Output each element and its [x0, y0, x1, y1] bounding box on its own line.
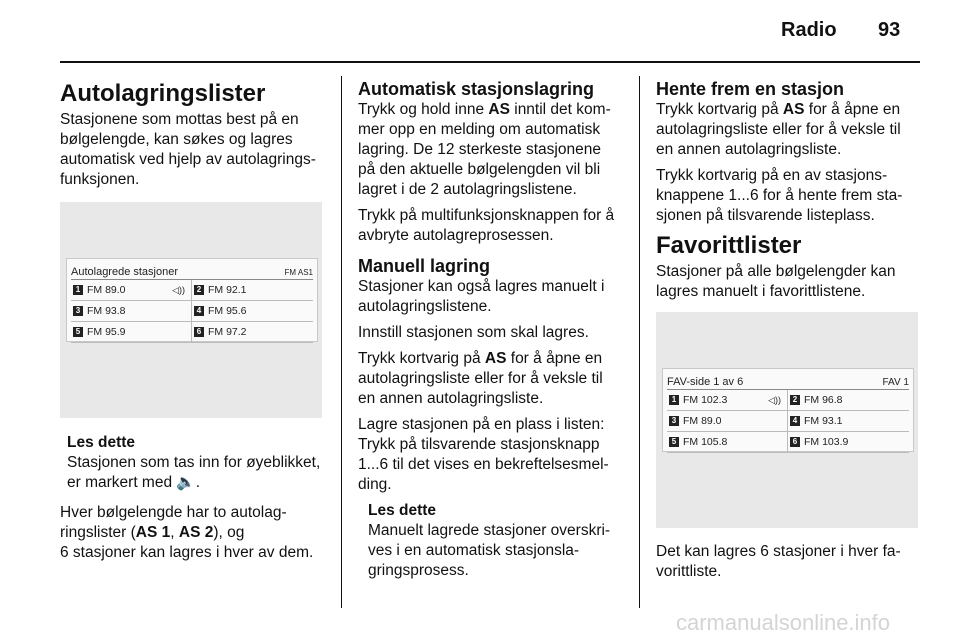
- paragraph: Trykk kortvarig på en av stasjons- knappene 1...6 for å hente frem sta- sjonen på tilsvarende listeplass.: [656, 167, 903, 224]
- column-3: [656, 79, 922, 588]
- station-grid: [667, 389, 909, 447]
- text-line: funksjonen.: [60, 171, 140, 188]
- footer-watermark: carmanualsonline.info: [676, 610, 891, 635]
- text-line: 6 stasjoner kan lagres i hver av dem.: [60, 544, 314, 561]
- station-slot-2: 2 FM 92.1: [192, 280, 313, 301]
- note-box: [60, 433, 332, 493]
- paragraph: Innstill stasjonen som skal lagres.: [358, 324, 589, 341]
- autostore-screen: [66, 258, 318, 342]
- heading-favorittlister: Favorittlister: [656, 232, 802, 259]
- paragraph: Stasjoner på alle bølgelengder kan lagres manuelt i favorittlistene.: [656, 263, 896, 300]
- station-slot-6: 6 FM 103.9: [788, 432, 909, 453]
- station-slot-1: 1 FM 102.3 ◁)): [667, 390, 788, 411]
- running-header-section: Radio: [781, 19, 837, 41]
- speaker-icon: ◁)): [172, 285, 185, 295]
- station-slot-6: 6 FM 97.2: [192, 322, 313, 343]
- text-line: ringslister (AS 1, AS 2), og: [60, 524, 245, 541]
- text-line: er markert med 🔈.: [67, 474, 201, 491]
- station-slot-2: 2 FM 96.8: [788, 390, 909, 411]
- station-slot-4: 4 FM 95.6: [192, 301, 313, 322]
- station-grid: [71, 279, 313, 337]
- column-2: [358, 79, 628, 581]
- screen-badge: FAV 1: [882, 377, 909, 388]
- column-divider-1: [341, 76, 342, 608]
- header-rule: [60, 61, 920, 63]
- paragraph: Stasjoner kan også lagres manuelt i autolagringslistene.: [358, 278, 605, 315]
- favourite-screen-figure: [656, 312, 918, 528]
- screen-title: FAV-side 1 av 6: [667, 376, 744, 388]
- note-title: Les dette: [368, 502, 437, 519]
- text-line: automatisk ved hjelp av autolagrings-: [60, 151, 316, 168]
- column-divider-2: [639, 76, 640, 608]
- autostore-screen-figure: [60, 202, 322, 418]
- station-slot-1: 1 FM 89.0 ◁)): [71, 280, 192, 301]
- heading-autolagringslister: Autolagringslister: [60, 80, 266, 107]
- page-number: 93: [878, 19, 901, 41]
- heading-hente-frem-en-stasjon: Hente frem en stasjon: [656, 79, 845, 99]
- note-box: [358, 501, 628, 581]
- favourite-screen: [662, 368, 914, 452]
- screen-badge: FM AS1: [284, 268, 313, 277]
- heading-automatisk-stasjonslagring: Automatisk stasjonslagring: [358, 79, 595, 99]
- station-slot-5: 5 FM 95.9: [71, 322, 192, 343]
- note-title: Les dette: [67, 434, 136, 451]
- paragraph-autostore-lists: [60, 503, 332, 563]
- text-line: ves i en automatisk stasjonsla-: [368, 542, 580, 559]
- paragraph: Trykk og hold inne AS inntil det kom- mer opp en melding om automatisk lagring. De 12 sterkeste stasjonene på den aktuelle bølgelengden vil bli lagret i de 2 autolagringslistene.: [358, 101, 611, 198]
- paragraph: Det kan lagres 6 stasjoner i hver fa- vorittliste.: [656, 543, 901, 580]
- intro-paragraph: [60, 110, 332, 190]
- station-slot-5: 5 FM 105.8: [667, 432, 788, 453]
- speaker-icon: ◁)): [768, 395, 781, 405]
- paragraph: Trykk på multifunksjonsknappen for å avbryte autolagreprosessen.: [358, 207, 615, 244]
- station-slot-3: 3 FM 89.0: [667, 411, 788, 432]
- paragraph: Trykk kortvarig på AS for å åpne en autolagringsliste eller for å veksle til en annen autolagringsliste.: [358, 350, 603, 407]
- text-line: bølgelengde, kan søkes og lagres: [60, 131, 293, 148]
- text-line: gringsprosess.: [368, 562, 469, 579]
- station-slot-3: 3 FM 93.8: [71, 301, 192, 322]
- paragraph: Trykk kortvarig på AS for å åpne en autolagringsliste eller for å veksle til en annen autolagringsliste.: [656, 101, 901, 158]
- station-slot-4: 4 FM 93.1: [788, 411, 909, 432]
- text-line: Stasjonen som tas inn for øyeblikket,: [67, 454, 321, 471]
- heading-manuell-lagring: Manuell lagring: [358, 256, 491, 276]
- screen-title: Autolagrede stasjoner: [71, 266, 179, 278]
- speaker-icon: 🔈: [176, 474, 196, 491]
- text-line: Hver bølgelengde har to autolag-: [60, 504, 287, 521]
- text-line: Manuelt lagrede stasjoner overskri-: [368, 522, 611, 539]
- column-1: [60, 80, 332, 563]
- text-line: Stasjonene som mottas best på en: [60, 111, 299, 128]
- paragraph: Lagre stasjonen på en plass i listen: Trykk på tilsvarende stasjonsknapp 1...6 til det vises en bekreftelsesmel- ding.: [358, 416, 609, 493]
